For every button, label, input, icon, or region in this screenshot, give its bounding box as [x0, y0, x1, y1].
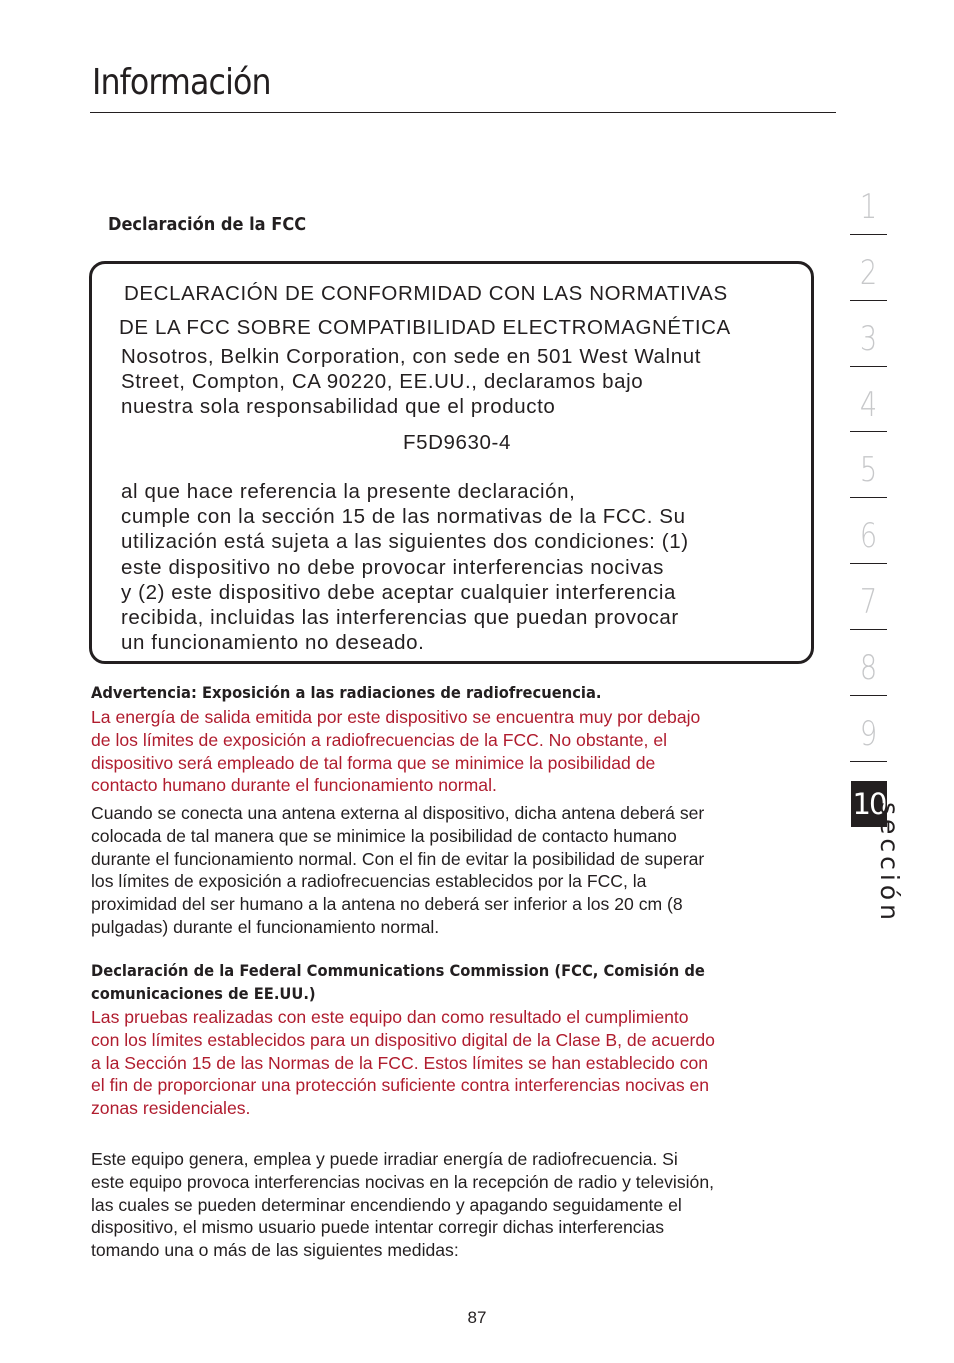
text-line: las cuales se pueden determinar encendiendo y apagando seguidamente el: [91, 1194, 682, 1215]
box-line: DECLARACIÓN DE CONFORMIDAD CON LAS NORMATIVAS: [124, 282, 728, 305]
nav-divider: [850, 234, 887, 235]
page-title: Información: [92, 62, 271, 103]
text-line: tomando una o más de las siguientes medidas:: [91, 1240, 459, 1261]
page-number: 87: [467, 1308, 487, 1327]
commission-heading: Declaración de la Federal Communications Commission (FCC, Comisión de: [91, 961, 705, 980]
box-line: cumple con la sección 15 de las normativas de la FCC. Su: [121, 505, 686, 528]
box-line: este dispositivo no debe provocar interferencias nocivas: [121, 556, 664, 579]
text-line: contacto humano durante el funcionamiento normal.: [91, 775, 497, 796]
nav-divider: [850, 563, 887, 564]
section-nav-item-1[interactable]: 1: [859, 187, 878, 227]
commission-heading: comunicaciones de EE.UU.): [91, 984, 316, 1003]
section-nav-item-9[interactable]: 9: [859, 714, 878, 754]
text-line: colocada de tal manera que se minimice la posibilidad de contacto humano: [91, 825, 677, 846]
section-nav-item-8[interactable]: 8: [859, 648, 878, 688]
title-rule: [90, 112, 836, 113]
section-nav-item-10-active[interactable]: 10: [851, 781, 887, 827]
section-nav-item-5[interactable]: 5: [859, 450, 878, 490]
text-line: este equipo provoca interferencias nocivas en la recepción de radio y televisión,: [91, 1171, 714, 1192]
nav-divider: [850, 761, 887, 762]
section-label: sección: [875, 802, 904, 924]
text-line: pulgadas) durante el funcionamiento normal.: [91, 916, 440, 937]
box-line: y (2) este dispositivo debe aceptar cualquier interferencia: [121, 581, 677, 604]
box-line: nuestra sola responsabilidad que el producto: [121, 395, 556, 418]
text-line: La energía de salida emitida por este dispositivo se encuentra muy por debajo: [91, 707, 701, 727]
text-line: durante el funcionamiento normal. Con el fin de evitar la posibilidad de superar: [91, 848, 705, 869]
commission-body-text: [91, 1148, 714, 1262]
product-model: F5D9630-4: [403, 431, 511, 454]
section-nav-item-2[interactable]: 2: [859, 253, 878, 293]
nav-divider: [850, 629, 887, 630]
box-line: DE LA FCC SOBRE COMPATIBILIDAD ELECTROMAGNÉTICA: [119, 316, 731, 339]
box-line: al que hace referencia la presente declaración,: [121, 480, 576, 503]
text-line: Las pruebas realizadas con este equipo dan como resultado el cumplimiento: [91, 1007, 689, 1027]
text-line: dispositivo será empleado de tal forma que se minimice la posibilidad de: [91, 752, 656, 773]
text-line: Cuando se conecta una antena externa al dispositivo, dicha antena deberá ser: [91, 803, 705, 823]
box-line: Street, Compton, CA 90220, EE.UU., declaramos bajo: [121, 370, 644, 393]
nav-divider: [850, 300, 887, 301]
section-nav-item-7[interactable]: 7: [859, 582, 878, 622]
section-nav-item-4[interactable]: 4: [859, 385, 878, 425]
nav-divider: [850, 431, 887, 432]
box-line: recibida, incluidas las interferencias que puedan provocar: [121, 606, 679, 629]
text-line: a la Sección 15 de las Normas de la FCC. Estos límites se han establecido con: [91, 1052, 709, 1073]
text-line: de los límites de exposición a radiofrecuencias de la FCC. No obstante, el: [91, 729, 668, 750]
box-line: Nosotros, Belkin Corporation, con sede en 501 West Walnut: [121, 345, 702, 368]
warning-heading: Advertencia: Exposición a las radiaciones de radiofrecuencia.: [91, 683, 602, 702]
nav-divider: [850, 695, 887, 696]
box-line: utilización está sujeta a las siguientes dos condiciones: (1): [121, 530, 689, 553]
commission-red-text: [91, 1006, 715, 1120]
section-nav-item-3[interactable]: 3: [859, 319, 878, 359]
text-line: zonas residenciales.: [91, 1098, 251, 1119]
text-line: el fin de proporcionar una protección suficiente contra interferencias nocivas en: [91, 1075, 710, 1096]
text-line: Este equipo genera, emplea y puede irradiar energía de radiofrecuencia. Si: [91, 1149, 678, 1169]
nav-divider: [850, 497, 887, 498]
warning-body-text: [91, 802, 704, 939]
box-line: un funcionamiento no deseado.: [121, 631, 425, 654]
text-line: dispositivo, el mismo usuario puede intentar corregir dichas interferencias: [91, 1217, 665, 1238]
nav-divider: [850, 366, 887, 367]
section-nav-item-6[interactable]: 6: [859, 516, 878, 556]
section-heading: Declaración de la FCC: [108, 214, 307, 235]
text-line: los límites de exposición a radiofrecuencias establecidos por la FCC, la: [91, 871, 647, 892]
text-line: proximidad del ser humano a la antena no deberá ser inferior a los 20 cm (8: [91, 894, 683, 915]
warning-red-text: [91, 706, 700, 797]
text-line: con los límites establecidos para un dispositivo digital de la Clase B, de acuerdo: [91, 1029, 715, 1050]
